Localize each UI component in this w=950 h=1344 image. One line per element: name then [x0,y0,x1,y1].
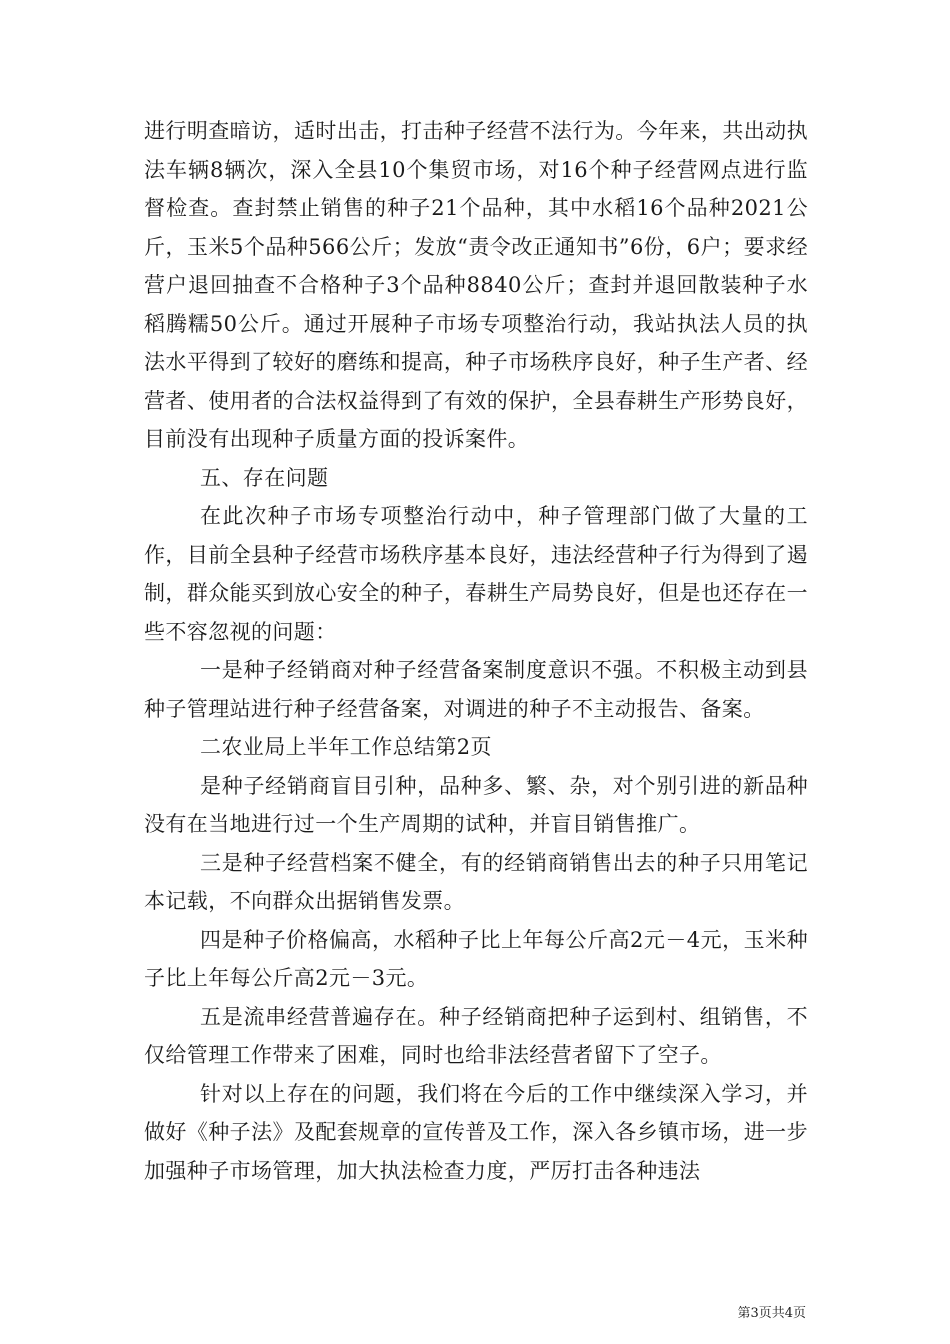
page-reference-line: 二农业局上半年工作总结第2页 [200,735,492,759]
paragraph-enforcement-results: 进行明查暗访，适时出击，打击种子经营不法行为。今年来，共出动执法车辆8辆次，深入全县10个集贸市场，对16个种子经营网点进行监督检查。查封禁止销售的种子21个品种，其中水稻16个品种2021公斤，玉米5个品种566公斤；发放“责令改正通知书”6份，6户；要求经营户退回抽查不合格种子3个品种8840公斤；查封并退回散装种子水稻腾糯50公斤。通过开展种子市场专项整治行动，我站执法人员的执法水平得到了较好的磨练和提高，种子市场秩序良好，种子生产者、经营者、使用者的合法权益得到了有效的保护，全县春耕生产形势良好，目前没有出现种子质量方面的投诉案件。 [144,119,808,451]
paragraph-problem-two: 是种子经销商盲目引种，品种多、繁、杂，对个别引进的新品种没有在当地进行过一个生产周期的试种，并盲目销售推广。 [144,773,808,836]
paragraph-problems-intro: 在此次种子市场专项整治行动中，种子管理部门做了大量的工作，目前全县种子经营市场秩序基本良好，违法经营种子行为得到了遏制，群众能买到放心安全的种子，春耕生产局势良好，但是也还存在一些不容忽视的问题： [144,504,808,644]
paragraph-problem-four: 四是种子价格偏高，水稻种子比上年每公斤高2元－4元，玉米种子比上年每公斤高2元－3元。 [144,927,808,990]
paragraph-problem-one: 一是种子经销商对种子经营备案制度意识不强。不积极主动到县种子管理站进行种子经营备案，对调进的种子不主动报告、备案。 [144,658,808,721]
paragraph-measures: 针对以上存在的问题，我们将在今后的工作中继续深入学习，并做好《种子法》及配套规章的宣传普及工作，深入各乡镇市场，进一步加强种子市场管理，加大执法检查力度，严厉打击各种违法 [144,1081,808,1183]
page-number-footer: 第3页共4页 [737,1306,806,1321]
paragraph-problem-three: 三是种子经营档案不健全，有的经销商销售出去的种子只用笔记本记载，不向群众出据销售发票。 [144,850,808,913]
document-body [144,112,808,1190]
section-heading-existing-problems: 五、存在问题 [200,465,329,490]
paragraph-problem-five: 五是流串经营普遍存在。种子经销商把种子运到村、组销售，不仅给管理工作带来了困难，同时也给非法经营者留下了空子。 [144,1004,808,1067]
